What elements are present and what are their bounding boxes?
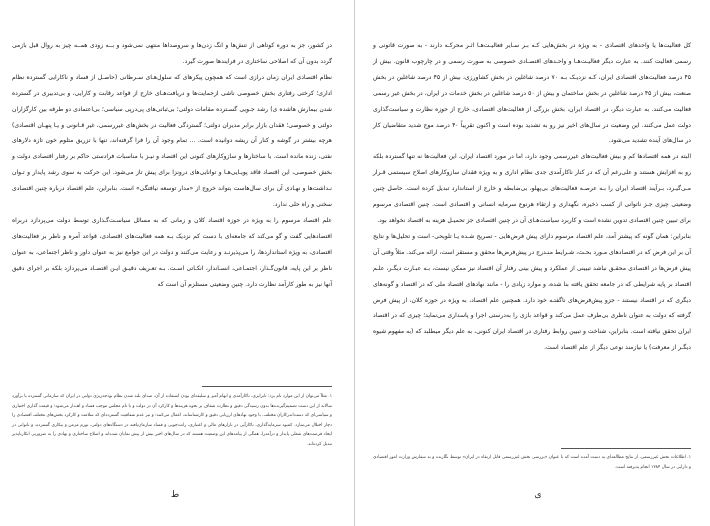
- paragraph: البته در همه اقتصادها کم و بیش فعالیت‌های غیررسمی وجود دارد، اما در مورد اقتصاد ایران، این فعالیت‌ها نه تنها گسترده بلکه رو به افزایش هستند و علی‌رغم آن که در کنار ناکارآمدی جدی نظام اداری و به ویژه فقدان سازوکارهای اصلاح سیستمی قـرار مـی‌گیـرد، بـرآیند اقتصاد ایران را بـه عرصـه فعالیت‌های بی‌پهلو، بی‌ضابطه و خارج از استاندارد تبدیل کرده است. حاصل چنین وضعیتی چیزی جـز ناتوانی از کسب ذخیره، نگهداری و ارتقاء هرنوع سرمایه انسانی و اقتصادی است. چنین اقتصادی مرسوم برای تبیین چنین اقتصادی تدوین نشده است و کاربرد سیاست‌هـای آن در چنین اقتصادی جز تحمیـل هزینه به اقتصاد نخواهد بود.: [373, 153, 691, 224]
- paragraph: علم اقتصاد مرسوم را به ویژه در حوزه اقتصاد کلان و زمانی که به مسائل سیاسـت‌گـذاری توسط دولت می‌پردازد دربراه اقتصادهایی گفت و گو می‌کند که جامعه‌ای با دست کم نزدیک بـه همه فعالیت‌های اقتصادی، قواعد آمره و ناظر بر فعالیت‌های اقتصادی، به ویژه استانداردها، را می‌پذیرنـد و رعایت می‌کنند و دولت در این جوامع نیز به عنوان داور و ناظر اجتماعی، به عنوان ناظر بر این پایه، قانون‌گـذار، اجتمـاعی، انسـاندار، انکـاتی اسـت. بـه تعـریف دقیـق ایـن اقتصـاد می‌پردازد بلکه بر اجرای دقیق آنها نیز به طور کارآمد نظارت دارد. چنین وضعیتی مستلزم آن است که: [12, 216, 332, 288]
- footnote: ۱. مثلاً می‌توان از این موارد نام برد: نابرابری، ناکارآمدی و ایهام آمیز و سلیقه‌ای بودن استفاده از آن، صدای بلند شدن نظام بودجه‌ریزی دولتی در ایران که سازمانی گسترده با برآورد سالانه از این دست تصمیم‌گیرنده‌ها بدون رسیدگی دقیق و نظارت شفاف بر نحوه هزینه‌ها و کارکرد آن در دولت و با نام مجلس موجب فساد و اهـدار می‌شود؛ و قیمت گذاری اختیاری و سیاسی‌ای که دست‌اندرکاران مختلف، با وجود نهادهای ارزیابی دقیق و کارشناسانه، اعمال می‌کنند؛ و نیز عدم شفافیت گسترده‌ای که سلامت و کارکرد بخش‌های مختلف اقتصادی را دچار اختلال می‌سازد. کمبود سرمایه‌گذاری، ناکارآیی در بازارهای مالی و اعتباری، رانت‌جویی و فساد سازمان‌یافته در دستگاه‌های دولتی، تورم مزمن و بیکاری گسترده، و ناتوانی در ایجاد فرصت‌های شغلی پایدار و درآمدزا، همگی از پیامدهای این وضعیت هستند که در سال‌های اخیر بیش از پیش نمایان شده‌اند و اصلاح ساختاری و نهادی را به ضرورتی انکارناپذیر تبدیل کرده‌اند.: [12, 394, 332, 447]
- right-page-body: [373, 38, 691, 356]
- footnote-separator: [202, 386, 332, 387]
- paragraph: کل فعالیت‌ها یا واحدهای اقتصادی - به ویژه در بخش‌هایی کـه بـر سـایر فعالیـت‌هـا اثـر محرکـه دارند - به صورت قانونی و رسمی فعالیت کنند. به عبارت دیگر فعالیـت‌هـا و واحـدهای اقتصـادی خصوصی به صورت رسمی و در چارچوب قانون. بیش از ۴۵ درصد فعالیت‌های اقتصادی ایران، کـه نزدیـک بـه ۷۰ درصد شاغلین در بخش کشاورزی، بیش از ۴۵ درصد شاغلین در بخش صنعت، بیش از ۴۵ درصد شاغلین در بخش ساختمان و بیش از ۵۰ درصد شاغلین در بخش خدمات در ایران، در بخش غیر رسمی فعالیت می‌کنند. به عبارت دیگر، در اقتصاد ایران، بخش بزرگی از فعالیت‌های اقتصادی، خارج از حوزه نظارت و سیاست‌گذاری دولت عمل می‌کنند. این وضعیت در سال‌های اخیر نیز رو به تشدید بوده است و اکنون تقریباً ۴۰ درصد موج شدید متقاضیان کار در سال‌های آینده تشدید می‌شود.: [373, 42, 691, 145]
- page-number: ط: [170, 490, 180, 500]
- page-number: ی: [534, 490, 542, 500]
- right-page: [355, 0, 710, 526]
- left-page-body: [12, 38, 332, 293]
- footnote-separator: [561, 448, 691, 449]
- paragraph: بنابراین: همان گونه که پیشتر آمد، علم اقتصاد مرسوم دارای پیش فرض‌هایی - تصریح شـده یـا تلویحی- است و تحلیل‌ها و نتایج آن بر این فرض که در اقتصادهای مـورد بحـث، شـرایط منـدرج در پیش‌فرض‌ها محقق و مستقر است، ارائه می‌کند. مثلاً وقتی آن پیش فرض‌ها در اقتصادی محقـق نباشد تبیینی از عملکرد و پیش بینی رفتار آن اقتصاد نیز ممکن نیست، بـه عبـارت دیگـر، علـم اقتصاد بر پایه شرایطی که در جامعه تحقق یافته بنا شده، و موارد زیادی را - مانند نهادهای اقتصاد ملی که در اقتصاد و گونه‌های دیگری که در اقتصاد نیستند - جزو پیش‌فرض‌های ناگفتـه خود دارد. همچنین علم اقتصاد، به ویژه در حوزه کلان، از پیش فرض گرفته که دولت به عنوان ناظری بی‌طرف عمل می‌کند و قواعد بازی را به‌درستی اجرا و پاسداری می‌نماید؛ چیزی که در اقتصاد ایران تحقق نیافته است. بنابراین، شناخت و تبیین روابط رفتاری در اقتصاد ایران کنونی، به علم دیگر میطلبد که (به مفهوم شیوه دیگـر از معرفت) یا نیازمند نوعی دیگر از علم اقتصاد است.: [373, 232, 691, 352]
- paragraph: نظام اقتصادی ایران زمان درازی است که همچون پیکرهای که سلول‌هـای سـرطانی (حاصـل از فساد و ناکارایی گسترده نظام اداری؛ کرختی رفتاری بخش خصوصی ناشی ازحمایت‌ها و دریافت‌هـای خارج از قواعد رقابت و کارایی، و بی‌تدبیری در گسترده شدن بیمارش هاشده ی) رشد جـویی گسـترده مقامات دولتی؛ بی‌ثباتی‌های پی‌درپی سیاسی؛ بی‌اعتمادی دو طرفه بین کارگزاران دولتی و خصوصی؛ فقدان بازار برابر مدیران دولتی؛ گستردگی فعالیت در بخش‌های غیررسمی، غیر قـانونی و یـا پنهـان اقتصادی) هرچه بیشتر در گوشه و کنار آن ریشه دوانیده است. ... تمام وجود آن را فرا گرفته‌اند، تنها با تزریق متلوم خون تازه دلارهای نفتی، زنده مانده است. با ساختارها و سازوکارهای کنونی این اقتصاد و نیـز با مناسبات فرادستی حاکم بر رفتار اقتصادی دولت و بخش خصوصی، این اقتصاد فاقد پویـایی‌هـا و توانایی‌های درونزا برای پیش تاز می‌شود. این حرکت به سوی رشد پایدار و تـوان نـداشت‌ها و نهـادی آن برای سال‌هاست بتواند خروج از «مدار توسعه نیافتگی» است. بنابراین، علم اقتصاد درباره چنین اقتصادی سخنی و راه حلی ندارد.: [12, 73, 332, 209]
- paragraph: در کشور، جز به دوره کوتاهی از تنش‌ها و انگ زدن‌ها و سروصداها منتهی نمی‌شود و بــه زودی همــه چیز به روال قبل بازمی گردد بدون آن که اصلاحی ساختاری در فرایندها صورت گیرد.: [12, 42, 332, 65]
- footnote: ۱. اطلاعات بخش غیررسمی، از نتایج مطالعه‌ای به دست آمده است که با عنوان «بررسی بخش غیررسمی قابل ارتقاء در ایران» توسط نگارنده و به سفارش وزارت امور اقتصادی و دارایی در سال ۱۳۸۴ انجام پذیرفته است.: [373, 455, 691, 470]
